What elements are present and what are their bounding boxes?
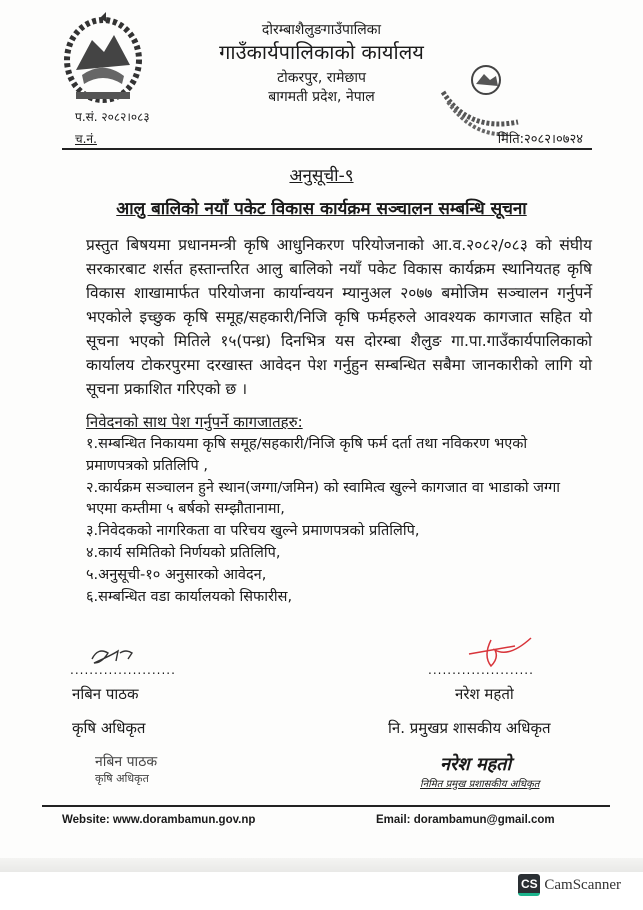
address-line-1: टोकरपुर, रामेछाप [277, 70, 366, 86]
annex-text: अनुसूची-९ [289, 166, 354, 186]
name-stamp-right: नरेश महतो [440, 754, 512, 775]
signatory-title-left: कृषि अधिकृत [72, 719, 146, 737]
signature-line-right: ...................... [428, 663, 534, 677]
document-item: ४.कार्य समितिको निर्णयको प्रतिलिपि, [86, 544, 281, 561]
signature-line-left: ...................... [70, 663, 176, 677]
documents-list [86, 434, 592, 608]
notice-title-text: आलु बालिको नयाँ पकेट विकास कार्यक्रम सञ्चालन सम्बन्धि सूचना [116, 199, 527, 219]
annex-label [0, 163, 643, 186]
title-stamp-right: निमित प्रमुख प्रशासकीय अधिकृत [420, 779, 540, 790]
signatory-name-right: नरेश महतो [455, 685, 514, 703]
document-item: ६.सम्बन्धित वडा कार्यालयको सिफारीस, [86, 588, 293, 605]
documents-heading: निवेदनको साथ पेश गर्नुपर्ने कागजातहरु: [86, 413, 303, 431]
office-name: गाउँकार्यपालिकाको कार्यालय [219, 40, 424, 64]
document-item: ३.निवेदकको नागरिकता वा परिचय खुल्ने प्रमाणपत्रको प्रतिलिपि, [86, 523, 420, 540]
document-item: ५.अनुसूची-१० अनुसारको आवेदन, [86, 566, 267, 583]
municipality-name: दोरम्बाशैलुङगाउँपालिका [261, 22, 382, 38]
header-divider [62, 148, 592, 150]
page-edge [0, 858, 643, 872]
camscanner-label: CamScanner [544, 876, 621, 893]
signatory-name-left: नबिन पाठक [72, 685, 139, 703]
camscanner-watermark [518, 874, 621, 896]
footer-email: Email: dorambamun@gmail.com [376, 814, 555, 826]
footer-divider [42, 805, 610, 807]
notice-date: मिति:२०८२।०७२४ [497, 132, 583, 147]
fiscal-reference: प.सं. २०८२।०८३ [75, 110, 150, 124]
document-item: २.कार्यक्रम सञ्चालन हुने स्थान(जग्गा/जमिन) को स्वामित्व खुल्ने कागजात वा भाडाको जग्गा भएमा कम्तीमा ५ बर्षको सम्झौतानामा, [86, 479, 560, 518]
notice-body: प्रस्तुत बिषयमा प्रधानमन्त्री कृषि आधुनिकरण परियोजनाको आ.व.२०८२/०८३ को संघीय सरकारबाट शर्सत हस्तान्तरित आलु बालिको नयाँ पकेट विकास कार्यक्रम स्थानियतह कृषि विकास शाखामार्फत परियोजना कार्यान्वयन म्यानुअल २०७७ बमोजिम सञ्चालन गर्नुपर्ने भएकोले इच्छुक कृषि समूह/सहकारी/निजि कृषि फर्महरुले आवश्यक कागजात सहित यो सूचना भएको मितिले १५(पन्ध्र) दिनभित्र यस दोरम्बा शैलुङ गा.पा.गाउँकार्यपालिकाको कार्यालय टोकरपुरमा दरखास्त आवेदन पेश गर्नुहुन सम्बन्धित सबैमा जानकारीको लागि यो सूचना प्रकाशित गरिएको छ । [86, 236, 592, 398]
address-line-2: बागमती प्रदेश, नेपाल [268, 89, 375, 105]
camscanner-logo-icon: CS [518, 874, 540, 896]
footer-website: Website: www.dorambamun.gov.np [62, 814, 256, 826]
notice-title [0, 196, 643, 219]
dispatch-number: च.नं. [75, 132, 97, 146]
name-stamp-left: नबिन पाठक [95, 754, 158, 770]
signatory-title-right: नि. प्रमुखप्र शासकीय अधिकृत [388, 719, 551, 737]
document-item: १.सम्बन्धित निकायमा कृषि समूह/सहकारी/निजि कृषि फर्म दर्ता तथा नविकरण भएको प्रमाणपत्रको प्रतिलिपि , [86, 436, 528, 474]
title-stamp-left: कृषि अधिकृत [95, 772, 149, 785]
